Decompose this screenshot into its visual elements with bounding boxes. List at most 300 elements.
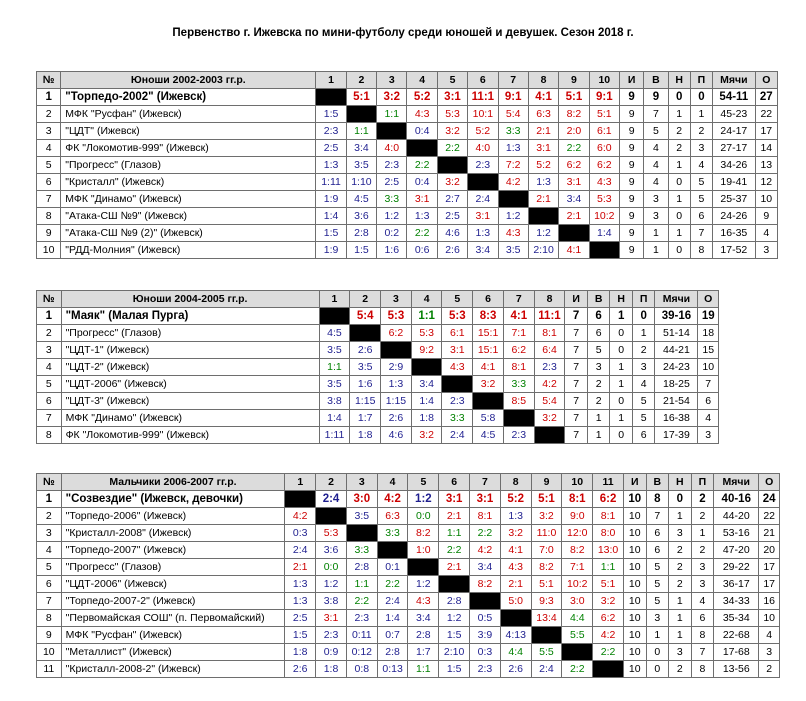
match-result: 8:2 xyxy=(531,559,562,576)
match-result: 3:4 xyxy=(408,610,439,627)
match-result: 9:1 xyxy=(498,89,528,106)
team-row xyxy=(37,140,778,157)
team-name: "Маяк" (Малая Пурга) xyxy=(61,308,319,325)
diagonal-cell xyxy=(381,342,412,359)
match-result: 2:4 xyxy=(442,427,473,444)
match-result: 5:2 xyxy=(468,123,498,140)
row-number: 3 xyxy=(37,342,62,359)
match-result: 5:0 xyxy=(500,593,531,610)
match-result: 2:4 xyxy=(468,191,498,208)
team-name: "ЦДТ" (Ижевск) xyxy=(61,123,316,140)
team-name: "Кристалл-2008" (Ижевск) xyxy=(61,525,285,542)
diagonal-cell xyxy=(503,410,534,427)
row-number: 8 xyxy=(37,427,62,444)
match-result: 2:6 xyxy=(500,661,531,678)
team-name: "Торпедо-2007-2" (Ижевск) xyxy=(61,593,285,610)
match-result: 1:1 xyxy=(593,559,624,576)
stat-cell: 3 xyxy=(691,576,714,593)
match-result: 1:7 xyxy=(408,644,439,661)
team-row xyxy=(37,661,780,678)
match-result: 4:4 xyxy=(500,644,531,661)
stat-cell: 10 xyxy=(623,508,646,525)
row-number: 4 xyxy=(37,140,61,157)
stat-cell: 25-37 xyxy=(713,191,756,208)
diagonal-cell xyxy=(346,525,377,542)
team-row xyxy=(37,359,719,376)
stat-cell: 6 xyxy=(646,525,669,542)
stat-col-header: П xyxy=(632,291,655,308)
stat-col-header: Мячи xyxy=(714,474,759,491)
match-result: 1:1 xyxy=(408,661,439,678)
stat-cell: 22-68 xyxy=(714,627,759,644)
diagonal-cell xyxy=(316,508,347,525)
match-result: 0:9 xyxy=(316,644,347,661)
match-result: 1:5 xyxy=(346,242,376,259)
header-row xyxy=(37,291,719,308)
stat-cell: 54-11 xyxy=(713,89,756,106)
match-result: 2:1 xyxy=(528,191,558,208)
stat-cell: 4 xyxy=(698,410,719,427)
match-result: 2:2 xyxy=(346,593,377,610)
team-name: "Прогресс" (Глазов) xyxy=(61,325,319,342)
team-row xyxy=(37,410,719,427)
match-result: 1:3 xyxy=(285,576,316,593)
match-result: 2:2 xyxy=(407,157,437,174)
opponent-col-header: 1 xyxy=(316,72,346,89)
stat-cell: 4 xyxy=(755,225,777,242)
team-row xyxy=(37,174,778,191)
team-name: "Торпедо-2007" (Ижевск) xyxy=(61,542,285,559)
stat-cell: 4 xyxy=(632,376,655,393)
match-result: 3:4 xyxy=(468,242,498,259)
diagonal-cell xyxy=(285,491,316,508)
match-result: 2:10 xyxy=(528,242,558,259)
match-result: 3:2 xyxy=(534,410,565,427)
stat-cell: 2 xyxy=(669,576,692,593)
match-result: 5:3 xyxy=(316,525,347,542)
match-result: 4:5 xyxy=(346,191,376,208)
match-result: 3:5 xyxy=(319,342,350,359)
match-result: 5:3 xyxy=(411,325,442,342)
match-result: 6:0 xyxy=(589,140,619,157)
stat-cell: 0 xyxy=(646,661,669,678)
stat-cell: 4 xyxy=(644,157,668,174)
stat-cell: 10 xyxy=(698,359,719,376)
match-result: 7:0 xyxy=(531,542,562,559)
stat-cell: 7 xyxy=(644,106,668,123)
match-result: 1:1 xyxy=(319,359,350,376)
stat-col-header: Н xyxy=(668,72,690,89)
stat-cell: 17-52 xyxy=(713,242,756,259)
match-result: 3:5 xyxy=(346,157,376,174)
match-result: 1:2 xyxy=(439,610,470,627)
team-row xyxy=(37,644,780,661)
match-result: 2:1 xyxy=(559,208,589,225)
stat-cell: 10 xyxy=(623,593,646,610)
match-result: 0:4 xyxy=(407,174,437,191)
stat-cell: 1 xyxy=(668,191,690,208)
match-result: 1:9 xyxy=(316,242,346,259)
stat-cell: 0 xyxy=(668,208,690,225)
stat-cell: 1 xyxy=(669,610,692,627)
stat-cell: 2 xyxy=(668,140,690,157)
standings-table-2006-2007 xyxy=(36,473,780,678)
stat-cell: 7 xyxy=(565,410,588,427)
match-result: 2:8 xyxy=(346,225,376,242)
row-number: 4 xyxy=(37,542,62,559)
stat-cell: 2 xyxy=(759,661,780,678)
match-result: 9:0 xyxy=(562,508,593,525)
match-result: 2:0 xyxy=(559,123,589,140)
match-result: 3:8 xyxy=(316,593,347,610)
match-result: 4:2 xyxy=(534,376,565,393)
match-result: 4:2 xyxy=(470,542,501,559)
stat-cell: 4 xyxy=(691,593,714,610)
stat-cell: 1 xyxy=(610,410,633,427)
match-result: 1:6 xyxy=(377,242,407,259)
stat-col-header: И xyxy=(619,72,643,89)
stat-cell: 34-26 xyxy=(713,157,756,174)
match-result: 6:4 xyxy=(534,342,565,359)
group-title: Мальчики 2006-2007 гг.р. xyxy=(61,474,285,491)
match-result: 8:2 xyxy=(408,525,439,542)
stat-cell: 10 xyxy=(623,610,646,627)
diagonal-cell xyxy=(408,559,439,576)
match-result: 2:8 xyxy=(346,559,377,576)
team-row xyxy=(37,157,778,174)
stat-cell: 1 xyxy=(669,593,692,610)
team-row xyxy=(37,89,778,106)
match-result: 1:8 xyxy=(285,644,316,661)
stat-cell: 5 xyxy=(646,593,669,610)
team-name: ФК "Локомотив-999" (Ижевск) xyxy=(61,427,319,444)
stat-cell: 5 xyxy=(632,410,655,427)
match-result: 8:1 xyxy=(470,508,501,525)
match-result: 2:2 xyxy=(439,542,470,559)
match-result: 0:5 xyxy=(470,610,501,627)
match-result: 1:7 xyxy=(350,410,381,427)
match-result: 2:2 xyxy=(407,225,437,242)
stat-cell: 8 xyxy=(691,627,714,644)
stat-cell: 3 xyxy=(632,359,655,376)
stat-cell: 4 xyxy=(690,157,712,174)
stat-cell: 10 xyxy=(623,661,646,678)
match-result: 5:8 xyxy=(473,410,504,427)
match-result: 8:2 xyxy=(559,106,589,123)
diagonal-cell xyxy=(319,308,350,325)
stat-cell: 7 xyxy=(690,225,712,242)
match-result: 4:1 xyxy=(500,542,531,559)
stat-cell: 19 xyxy=(698,308,719,325)
row-number: 6 xyxy=(37,576,62,593)
match-result: 3:2 xyxy=(377,89,407,106)
match-result: 2:4 xyxy=(377,593,408,610)
team-row xyxy=(37,576,780,593)
stat-cell: 2 xyxy=(632,342,655,359)
match-result: 3:3 xyxy=(377,191,407,208)
opponent-col-header: 3 xyxy=(377,72,407,89)
match-result: 3:1 xyxy=(439,491,470,508)
match-result: 15:1 xyxy=(473,342,504,359)
match-result: 1:4 xyxy=(377,610,408,627)
stat-cell: 36-17 xyxy=(714,576,759,593)
match-result: 6:3 xyxy=(377,508,408,525)
stat-cell: 7 xyxy=(565,427,588,444)
match-result: 0:8 xyxy=(346,661,377,678)
match-result: 8:2 xyxy=(562,542,593,559)
row-number: 5 xyxy=(37,157,61,174)
match-result: 10:2 xyxy=(589,208,619,225)
stat-cell: 24-17 xyxy=(713,123,756,140)
team-name: "Торпедо-2002" (Ижевск) xyxy=(61,89,316,106)
row-number: 3 xyxy=(37,525,62,542)
row-number: 5 xyxy=(37,559,62,576)
match-result: 3:5 xyxy=(346,508,377,525)
match-result: 6:1 xyxy=(589,123,619,140)
match-result: 5:1 xyxy=(531,576,562,593)
match-result: 4:3 xyxy=(498,225,528,242)
opponent-col-header: 11 xyxy=(593,474,624,491)
stat-cell: 6 xyxy=(690,208,712,225)
match-result: 5:1 xyxy=(531,491,562,508)
stat-cell: 10 xyxy=(623,491,646,508)
stat-cell: 2 xyxy=(669,542,692,559)
match-result: 5:3 xyxy=(437,106,467,123)
team-row xyxy=(37,242,778,259)
match-result: 1:6 xyxy=(350,376,381,393)
stat-cell: 44-20 xyxy=(714,508,759,525)
team-name: "ЦДТ-3" (Ижевск) xyxy=(61,393,319,410)
match-result: 5:4 xyxy=(498,106,528,123)
opponent-col-header: 3 xyxy=(346,474,377,491)
match-result: 1:2 xyxy=(528,225,558,242)
team-name: "Кристалл" (Ижевск) xyxy=(61,174,316,191)
stat-cell: 17-68 xyxy=(714,644,759,661)
match-result: 0:13 xyxy=(377,661,408,678)
match-result: 2:6 xyxy=(381,410,412,427)
match-result: 2:6 xyxy=(437,242,467,259)
stat-cell: 2 xyxy=(691,508,714,525)
match-result: 2:5 xyxy=(377,174,407,191)
stat-cell: 7 xyxy=(565,308,588,325)
match-result: 2:1 xyxy=(528,123,558,140)
diagonal-cell xyxy=(350,325,381,342)
match-result: 1:1 xyxy=(346,576,377,593)
match-result: 2:3 xyxy=(316,627,347,644)
stat-cell: 9 xyxy=(755,208,777,225)
match-result: 13:4 xyxy=(531,610,562,627)
team-name: МФК "Динамо" (Ижевск) xyxy=(61,410,319,427)
stat-cell: 1 xyxy=(690,106,712,123)
stat-cell: 8 xyxy=(691,661,714,678)
stat-cell: 1 xyxy=(669,627,692,644)
match-result: 3:3 xyxy=(442,410,473,427)
opponent-col-header: 5 xyxy=(437,72,467,89)
match-result: 9:1 xyxy=(589,89,619,106)
stat-cell: 13 xyxy=(755,157,777,174)
opponent-col-header: 6 xyxy=(439,474,470,491)
stat-cell: 3 xyxy=(698,427,719,444)
stat-cell: 10 xyxy=(623,559,646,576)
opponent-col-header: 2 xyxy=(350,291,381,308)
match-result: 6:2 xyxy=(593,491,624,508)
match-result: 1:15 xyxy=(350,393,381,410)
team-name: МФК "Русфан" (Ижевск) xyxy=(61,106,316,123)
stat-cell: 3 xyxy=(644,208,668,225)
stat-cell: 8 xyxy=(690,242,712,259)
match-result: 1:0 xyxy=(408,542,439,559)
match-result: 11:1 xyxy=(534,308,565,325)
match-result: 9:3 xyxy=(531,593,562,610)
stat-cell: 9 xyxy=(619,157,643,174)
stat-cell: 27-17 xyxy=(713,140,756,157)
team-name: "ЦДТ-1" (Ижевск) xyxy=(61,342,319,359)
match-result: 5:3 xyxy=(381,308,412,325)
match-result: 4:2 xyxy=(593,627,624,644)
match-result: 12:0 xyxy=(562,525,593,542)
match-result: 3:2 xyxy=(437,123,467,140)
stat-cell: 9 xyxy=(619,208,643,225)
stat-cell: 18 xyxy=(698,325,719,342)
row-number: 10 xyxy=(37,644,62,661)
stat-cell: 16 xyxy=(759,593,780,610)
match-result: 4:0 xyxy=(468,140,498,157)
stat-cell: 9 xyxy=(619,191,643,208)
stat-cell: 1 xyxy=(610,376,633,393)
team-name: "Первомайская СОШ" (п. Первомайский) xyxy=(61,610,285,627)
row-number: 6 xyxy=(37,174,61,191)
header-row xyxy=(37,72,778,89)
match-result: 2:3 xyxy=(503,427,534,444)
match-result: 4:5 xyxy=(319,325,350,342)
match-result: 3:3 xyxy=(498,123,528,140)
match-result: 3:3 xyxy=(503,376,534,393)
match-result: 4:2 xyxy=(285,508,316,525)
match-result: 2:7 xyxy=(437,191,467,208)
stat-cell: 6 xyxy=(587,308,610,325)
stat-cell: 3 xyxy=(669,525,692,542)
match-result: 2:4 xyxy=(316,491,347,508)
stat-cell: 1 xyxy=(632,325,655,342)
stat-cell: 44-21 xyxy=(655,342,698,359)
stat-cell: 45-23 xyxy=(713,106,756,123)
stat-cell: 24 xyxy=(759,491,780,508)
stat-cell: 5 xyxy=(690,191,712,208)
match-result: 13:0 xyxy=(593,542,624,559)
stat-cell: 9 xyxy=(619,140,643,157)
team-name: "ЦДТ-2006" (Ижевск) xyxy=(61,576,285,593)
match-result: 8:1 xyxy=(503,359,534,376)
team-row xyxy=(37,542,780,559)
stat-col-header: В xyxy=(587,291,610,308)
stat-cell: 5 xyxy=(644,123,668,140)
stat-col-header: Н xyxy=(669,474,692,491)
diagonal-cell xyxy=(531,627,562,644)
team-row xyxy=(37,106,778,123)
stat-cell: 3 xyxy=(587,359,610,376)
match-result: 1:5 xyxy=(316,106,346,123)
stat-col-header: И xyxy=(565,291,588,308)
match-result: 1:4 xyxy=(319,410,350,427)
stat-col-header: О xyxy=(698,291,719,308)
row-number: 2 xyxy=(37,106,61,123)
match-result: 9:2 xyxy=(411,342,442,359)
match-result: 4:13 xyxy=(500,627,531,644)
stat-cell: 2 xyxy=(690,123,712,140)
match-result: 5:2 xyxy=(500,491,531,508)
stat-cell: 3 xyxy=(755,242,777,259)
col-number-header: № xyxy=(37,291,62,308)
stat-cell: 6 xyxy=(691,610,714,627)
match-result: 2:8 xyxy=(377,644,408,661)
team-row xyxy=(37,208,778,225)
stat-cell: 13-56 xyxy=(714,661,759,678)
stat-cell: 0 xyxy=(610,325,633,342)
match-result: 2:3 xyxy=(377,157,407,174)
match-result: 1:9 xyxy=(316,191,346,208)
match-result: 11:1 xyxy=(468,89,498,106)
match-result: 1:2 xyxy=(498,208,528,225)
match-result: 5:1 xyxy=(559,89,589,106)
group-title: Юноши 2002-2003 гг.р. xyxy=(61,72,316,89)
stat-cell: 1 xyxy=(669,508,692,525)
match-result: 10:2 xyxy=(562,576,593,593)
stat-cell: 1 xyxy=(668,225,690,242)
stat-cell: 6 xyxy=(698,393,719,410)
stat-cell: 3 xyxy=(646,610,669,627)
match-result: 10:1 xyxy=(468,106,498,123)
team-name: "ЦДТ-2" (Ижевск) xyxy=(61,359,319,376)
row-number: 3 xyxy=(37,123,61,140)
match-result: 8:3 xyxy=(473,308,504,325)
match-result: 2:1 xyxy=(285,559,316,576)
stat-col-header: В xyxy=(644,72,668,89)
stat-cell: 3 xyxy=(691,559,714,576)
team-row xyxy=(37,225,778,242)
match-result: 1:11 xyxy=(316,174,346,191)
team-name: "РДД-Молния" (Ижевск) xyxy=(61,242,316,259)
stat-cell: 10 xyxy=(623,525,646,542)
match-result: 0:3 xyxy=(285,525,316,542)
diagonal-cell xyxy=(437,157,467,174)
match-result: 15:1 xyxy=(473,325,504,342)
opponent-col-header: 3 xyxy=(381,291,412,308)
match-result: 7:1 xyxy=(562,559,593,576)
stat-cell: 35-34 xyxy=(714,610,759,627)
stat-cell: 1 xyxy=(610,359,633,376)
match-result: 3:6 xyxy=(316,542,347,559)
stat-cell: 10 xyxy=(623,627,646,644)
match-result: 8:1 xyxy=(562,491,593,508)
team-name: "Созвездие" (Ижевск, девочки) xyxy=(61,491,285,508)
stat-cell: 22 xyxy=(759,508,780,525)
stat-cell: 10 xyxy=(623,644,646,661)
match-result: 3:3 xyxy=(377,525,408,542)
match-result: 3:0 xyxy=(346,491,377,508)
match-result: 5:2 xyxy=(407,89,437,106)
row-number: 7 xyxy=(37,593,62,610)
match-result: 5:5 xyxy=(531,644,562,661)
opponent-col-header: 6 xyxy=(473,291,504,308)
stat-cell: 53-16 xyxy=(714,525,759,542)
team-name: "Атака-СШ №9" (Ижевск) xyxy=(61,208,316,225)
match-result: 0:6 xyxy=(407,242,437,259)
match-result: 3:2 xyxy=(437,174,467,191)
standings-table-2002-2003 xyxy=(36,71,778,259)
opponent-col-header: 10 xyxy=(589,72,619,89)
match-result: 5:1 xyxy=(589,106,619,123)
match-result: 6:2 xyxy=(593,610,624,627)
